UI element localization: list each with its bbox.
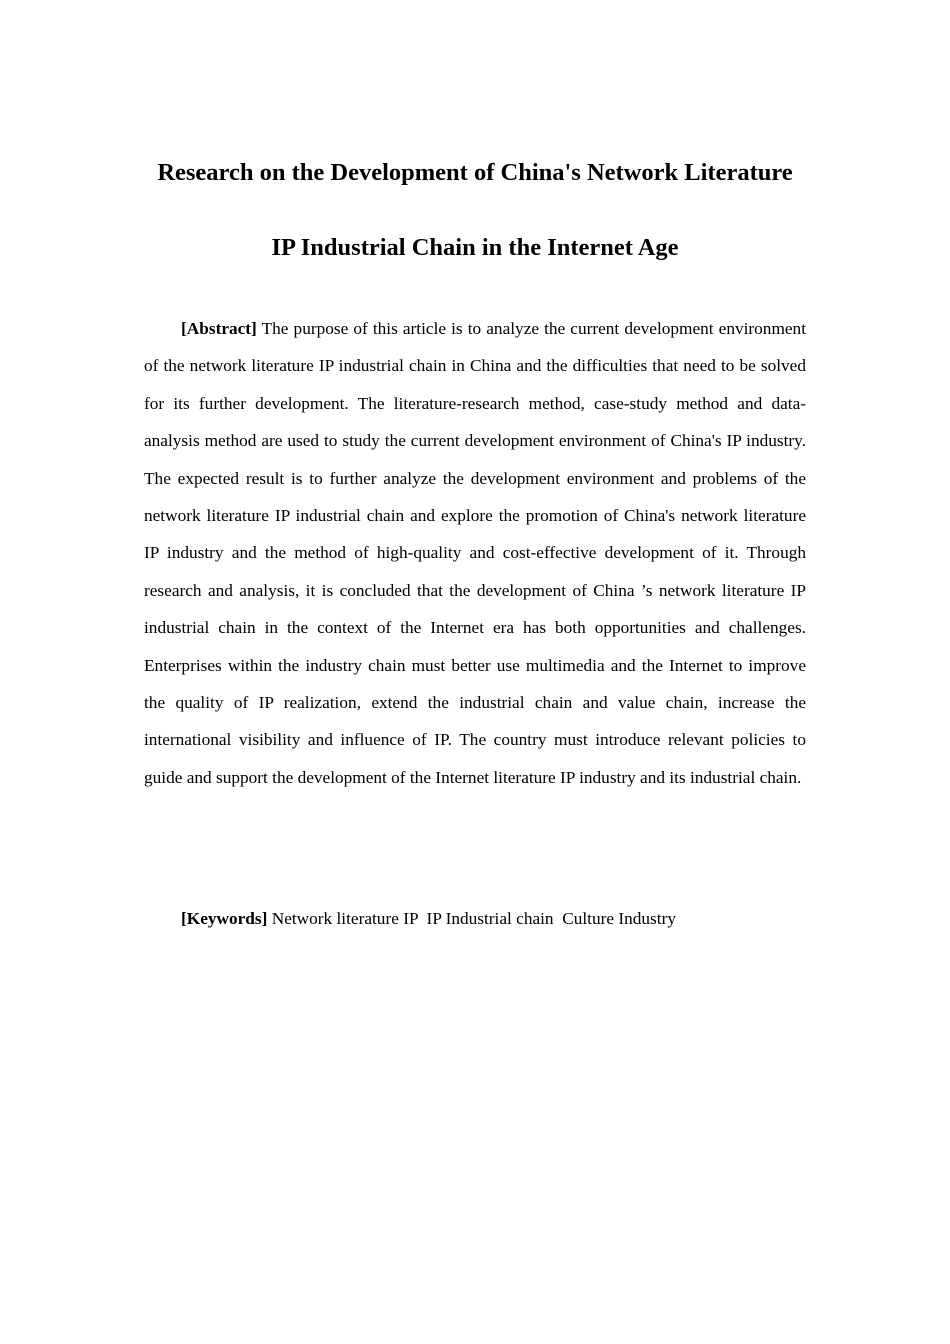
keywords-label: [Keywords]	[181, 909, 268, 928]
title-line-2: IP Industrial Chain in the Internet Age	[271, 234, 679, 261]
abstract-text: The purpose of this article is to analyze the current development environment of the network literature IP industrial chain in China and the difficulties that need to be solved for its further development. The literature-research method, case-study method and data-analysis method are used to study the current development environment of China's IP industry. The expected result is to further analyze the development environment and problems of the network literature IP industrial chain and explore the promotion of China's network literature IP industry and the method of high-quality and cost-effective development of it. Through research and analysis, it is concluded that the development of China ’s network literature IP industrial chain in the context of the Internet era has both opportunities and challenges. Enterprises within the industry chain must better use multimedia and the Internet to improve the quality of IP realization, extend the industrial chain and value chain, increase the international visibility and influence of IP. The country must introduce relevant policies to guide and support the development of the Internet literature IP industry and its industrial chain.	[144, 319, 807, 787]
keywords-line	[181, 905, 821, 933]
keywords-text: Network literature IP IP Industrial chain Culture Industry	[271, 909, 676, 928]
title-line-1: Research on the Development of China's Network Literature	[157, 159, 793, 186]
abstract-paragraph	[144, 310, 806, 796]
abstract-label: [Abstract]	[181, 319, 257, 338]
